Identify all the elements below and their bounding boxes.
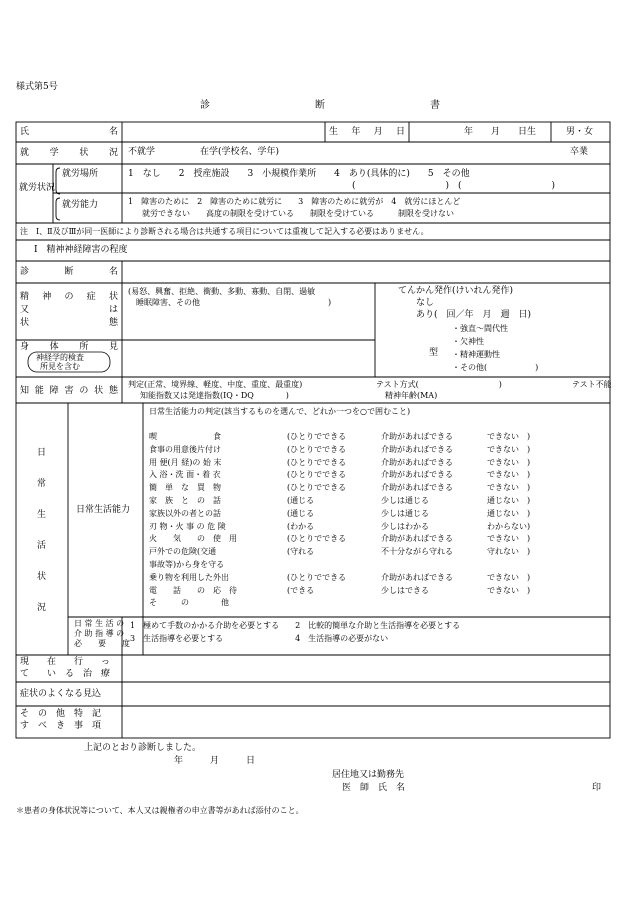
- daily-item-row: [149, 522, 604, 534]
- physical-sub-1: 神経学的検査: [36, 353, 84, 362]
- work-ability-line1[interactable]: 1 障害のために 2 障害のために就労に 3 障害のために就労が 4 就労にほとんど: [128, 197, 461, 206]
- footnote: ＊患者の身体状況等について、本人又は親権者の申立書等があれば添付のこと。: [16, 806, 304, 815]
- daily-item-row: [149, 470, 604, 482]
- section-1-title: Ⅰ 精神神経障害の程度: [34, 245, 128, 255]
- epilepsy-type-1[interactable]: ・強直～間代性: [452, 324, 508, 333]
- intel-iq[interactable]: 知能指数又は発達指数(IQ・DQ ): [140, 391, 289, 400]
- daily-item-name: 電 話 の 応 待: [149, 585, 237, 595]
- name-label: 氏 名: [20, 127, 118, 137]
- dob-value[interactable]: 年 月 日生: [464, 127, 537, 137]
- symptom-options-2[interactable]: 睡眠障害、その他 ): [136, 298, 332, 307]
- daily-item-choice-1[interactable]: (ひとりでできる: [287, 432, 347, 441]
- daily-item-choice-2[interactable]: 介助があればできる: [381, 470, 453, 480]
- daily-item-choice-2[interactable]: 少しは通じる: [381, 496, 429, 505]
- daily-item-choice-3[interactable]: できない ): [487, 585, 531, 595]
- daily-item-choice-1[interactable]: (ひとりでできる: [287, 534, 347, 544]
- daily-item-row: [149, 432, 604, 444]
- daily-item-choice-2[interactable]: 不十分ながら守れる: [381, 547, 453, 557]
- name-field[interactable]: [124, 124, 323, 140]
- daily-item-name: 家 族 と の 話: [149, 496, 221, 505]
- daily-item-name: 食事の用意後片付け: [149, 444, 221, 454]
- sign-date[interactable]: 年 月 日: [174, 756, 256, 766]
- daily-item-name: 事故等)から身を守る: [149, 560, 225, 569]
- daily-item-choice-2[interactable]: 介助があればできる: [381, 457, 453, 467]
- note-text: 注 Ⅰ、Ⅱ及びⅢが同一医師により診断される場合は共通する項目については重複して記入する必要はありません。: [20, 227, 429, 236]
- epilepsy-type-3[interactable]: ・精神運動性: [452, 350, 500, 359]
- daily-item-choice-3[interactable]: できない ): [487, 470, 531, 480]
- daily-item-row: [149, 445, 604, 457]
- daily-item-row: [149, 458, 604, 470]
- daily-item-choice-2[interactable]: 介助があればできる: [381, 483, 453, 493]
- daily-item-row: [149, 560, 604, 572]
- school-enrolled[interactable]: 在学(学校名、学年): [200, 147, 280, 157]
- daily-item-choice-1[interactable]: (ひとりでできる: [287, 470, 347, 480]
- sex-select[interactable]: 男・女: [566, 127, 594, 137]
- daily-outer-1: 日: [37, 448, 47, 458]
- epilepsy-type-2[interactable]: ・欠神性: [452, 337, 484, 346]
- daily-item-row: [149, 547, 604, 559]
- daily-outer-5: 状: [37, 572, 47, 582]
- daily-item-choice-3[interactable]: できない ): [487, 457, 531, 467]
- outlook-label: 症状のよくなる見込: [20, 689, 102, 699]
- daily-item-row: [149, 496, 604, 508]
- physical-sub-2: 所見を含む: [40, 362, 80, 371]
- daily-outer-2: 常: [37, 479, 47, 489]
- daily-item-choice-1[interactable]: (ひとりでできる: [287, 444, 347, 454]
- daily-item-choice-3[interactable]: 通じない ): [487, 508, 531, 518]
- daily-item-choice-3[interactable]: 通じない ): [487, 496, 531, 505]
- epilepsy-title: てんかん発作(けいれん発作): [398, 286, 514, 296]
- daily-item-choice-3[interactable]: わからない): [487, 521, 531, 531]
- daily-item-choice-3[interactable]: できない ): [487, 483, 531, 493]
- daily-item-choice-1[interactable]: (ひとりでできる: [287, 457, 347, 467]
- daily-guide-option-1[interactable]: 1 極めて手数のかかる介助を必要とする 2 比較的簡単な介助と生活指導を必要とする: [130, 621, 461, 630]
- work-place-label: 就労場所: [62, 169, 99, 179]
- sign-statement: 上記のとおり診断しました。: [84, 743, 202, 753]
- daily-item-name: 乗り物を利用した外出: [149, 572, 229, 582]
- work-ability-line2[interactable]: 就労できない 高度の制限を受けている 制限を受けている 制限を受けない: [142, 209, 454, 218]
- seal-mark: 印: [592, 783, 602, 793]
- intel-test-unable[interactable]: テスト不能: [572, 380, 612, 389]
- work-label: 就労状況: [19, 183, 56, 193]
- daily-outer-6: 況: [37, 603, 47, 613]
- daily-ability-label: 日常生活能力: [76, 505, 131, 515]
- epilepsy-type-4[interactable]: ・その他( ): [452, 363, 539, 372]
- daily-item-choice-3[interactable]: できない ): [487, 444, 531, 454]
- daily-item-choice-3[interactable]: できない ): [487, 432, 531, 441]
- work-place-paren[interactable]: ( ) ( ): [352, 181, 556, 191]
- daily-item-choice-2[interactable]: 少しはわかる: [381, 521, 429, 531]
- intel-ma[interactable]: 精神年齢(MA): [385, 391, 438, 400]
- daily-outer-3: 生: [37, 510, 47, 520]
- daily-item-row: [149, 573, 604, 585]
- epilepsy-none[interactable]: なし: [416, 298, 435, 308]
- daily-item-choice-2[interactable]: 介助があればできる: [381, 444, 453, 454]
- intel-test-method[interactable]: テスト方式( ): [376, 380, 502, 389]
- daily-item-name: 戸外での危険(交通: [149, 547, 217, 557]
- daily-item-row: [149, 509, 604, 521]
- daily-guide-label: 日 常 生 活 の 介 助 指 導 の 必 要 度: [74, 619, 130, 648]
- daily-item-name: 家族以外の者との話: [149, 508, 221, 518]
- daily-item-name: 火 気 の 使 用: [149, 534, 237, 544]
- daily-item-name: 喫 食: [149, 432, 221, 441]
- epilepsy-type-label: 型: [429, 348, 439, 358]
- intel-label: 知 能 障 害 の 状 態: [20, 386, 118, 396]
- symptom-label: 精 神 の 症 状 又 は 状 態: [20, 292, 118, 328]
- daily-instruction: 日常生活能力の判定(該当するものを選んで、どれか一つを○で囲むこと): [149, 407, 411, 416]
- daily-item-choice-3[interactable]: 守れない ): [487, 547, 531, 557]
- daily-item-choice-1[interactable]: (ひとりでできる: [287, 572, 347, 582]
- form-title: 診 断 書: [200, 100, 440, 111]
- daily-item-choice-1[interactable]: (ひとりでできる: [287, 483, 347, 493]
- treatment-field[interactable]: [124, 657, 608, 680]
- daily-item-name: 簡 単 な 買 物: [149, 483, 221, 493]
- other-field[interactable]: [124, 708, 608, 736]
- sign-doctor-label: 医 師 氏 名: [342, 783, 406, 793]
- daily-item-choice-2[interactable]: 介助があればできる: [381, 572, 453, 582]
- form-number: 様式第5号: [16, 82, 58, 92]
- work-place-options[interactable]: 1 なし 2 授産施設 3 小規模作業所 4 あり(具体的に) 5 その他: [128, 169, 470, 179]
- daily-item-choice-1[interactable]: (通じる: [287, 496, 315, 505]
- daily-item-row: [149, 586, 604, 598]
- daily-item-row: [149, 483, 604, 495]
- daily-guide-option-2[interactable]: 3 生活指導を必要とする 4 生活指導の必要がない: [130, 634, 389, 643]
- daily-item-row: [149, 598, 604, 610]
- daily-item-choice-1[interactable]: (守れる: [287, 547, 315, 557]
- dob-label: 生 年 月 日: [329, 127, 405, 137]
- work-ability-label: 就労能力: [62, 200, 99, 210]
- intel-judgment[interactable]: 判定(正常、境界線、軽度、中度、重度、最重度): [128, 380, 303, 389]
- daily-item-choice-3[interactable]: できない ): [487, 572, 531, 582]
- daily-item-choice-1[interactable]: (できる: [287, 585, 315, 595]
- other-label: そ の 他 特 記 す べ き 事 項: [20, 709, 102, 731]
- treatment-label: 現 在 行 っ て い る 治 療: [20, 657, 111, 679]
- daily-item-choice-2[interactable]: 介助があればできる: [381, 432, 453, 441]
- daily-item-choice-2[interactable]: 少しはできる: [381, 585, 429, 595]
- school-graduated[interactable]: 卒業: [570, 147, 589, 157]
- epilepsy-present[interactable]: あり( 回／年 月 週 日): [416, 310, 532, 320]
- daily-item-choice-3[interactable]: できない ): [487, 534, 531, 544]
- school-label: 就 学 状 況: [20, 148, 118, 158]
- physical-label: 身 体 所 見: [20, 342, 118, 352]
- daily-item-name: 用 便(月 経)の 始 末: [149, 457, 222, 467]
- daily-item-choice-1[interactable]: (わかる: [287, 521, 315, 531]
- symptom-options-1[interactable]: (易怒、興奮、拒絶、衝動、多動、寡動、自閉、過敏: [128, 287, 316, 296]
- diagnosis-label: 診 断 名: [20, 267, 118, 277]
- daily-item-name: 刃 物・火 事 の 危 険: [149, 521, 226, 531]
- diagnosis-field[interactable]: [124, 263, 608, 281]
- daily-item-choice-2[interactable]: 介助があればできる: [381, 534, 453, 544]
- daily-item-choice-2[interactable]: 少しは通じる: [381, 508, 429, 518]
- school-none[interactable]: 不就学: [128, 147, 156, 157]
- outlook-field[interactable]: [124, 684, 608, 704]
- daily-outer-4: 活: [37, 541, 47, 551]
- sign-address-label: 居住地又は勤務先: [332, 770, 405, 780]
- daily-item-row: [149, 534, 604, 546]
- daily-item-name: 入 浴・洗 面・着 衣: [149, 470, 221, 480]
- daily-item-name: そ の 他: [149, 598, 229, 608]
- daily-item-choice-1[interactable]: (通じる: [287, 508, 315, 518]
